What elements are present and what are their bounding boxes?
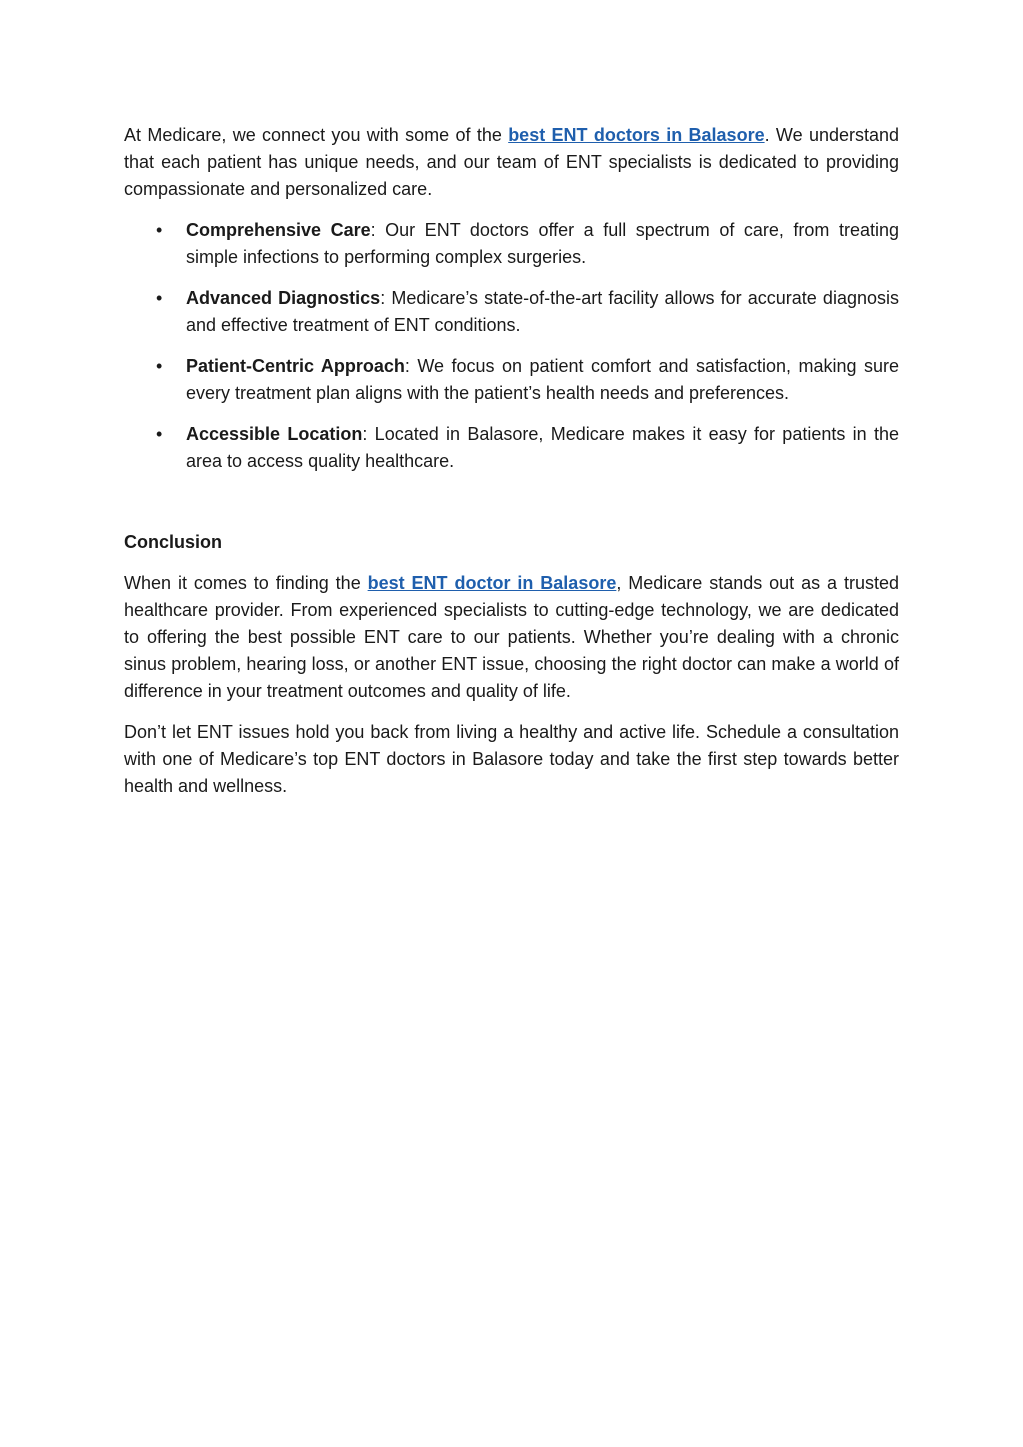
feature-item-advanced-diagnostics xyxy=(124,285,899,339)
conclusion-paragraph-2: Don’t let ENT issues hold you back from living a healthy and active life. Schedule a consultation with one of Medicare’s top ENT doctors in Balasore today and take the first step towards better health and wellness. xyxy=(124,722,899,796)
conclusion-heading: Conclusion xyxy=(124,532,222,552)
bullet-icon: • xyxy=(156,288,163,308)
feature-description: : Our ENT doctors offer a full spectrum of care, from treating simple infections to performing complex surgeries. xyxy=(186,220,899,267)
feature-description: : Medicare’s state-of-the-art facility allows for accurate diagnosis and effective treatment of ENT conditions. xyxy=(186,288,899,335)
feature-description: : Located in Balasore, Medicare makes it easy for patients in the area to access quality healthcare. xyxy=(186,424,899,471)
best-ent-doctors-link[interactable]: best ENT doctors in Balasore xyxy=(508,125,765,145)
conclusion-text-start: When it comes to finding the xyxy=(124,573,368,593)
intro-text-end: . We understand that each patient has unique needs, and our team of ENT specialists is dedicated to providing compassionate and personalized care. xyxy=(124,125,900,199)
conclusion-paragraph-1 xyxy=(124,570,899,705)
feature-list xyxy=(124,217,899,475)
feature-item-accessible-location xyxy=(124,421,899,475)
feature-term: Patient-Centric Approach xyxy=(186,356,405,376)
document-page xyxy=(124,122,899,814)
bullet-icon: • xyxy=(156,220,163,240)
feature-term: Comprehensive Care xyxy=(186,220,371,240)
feature-item-patient-centric-approach xyxy=(124,353,899,407)
feature-term: Advanced Diagnostics xyxy=(186,288,381,308)
intro-paragraph xyxy=(124,122,899,203)
best-ent-doctor-link[interactable]: best ENT doctor in Balasore xyxy=(367,573,617,593)
bullet-icon: • xyxy=(156,424,163,444)
feature-term: Accessible Location xyxy=(186,424,363,444)
conclusion-text-end: , Medicare stands out as a trusted healthcare provider. From experienced specialists to cutting-edge technology, we are dedicated to offering the best possible ENT care to our patients. Whether you’re dealing with a chronic sinus problem, hearing loss, or another ENT issue, choosing the right doctor can make a world of difference in your treatment outcomes and quality of life. xyxy=(124,573,899,701)
bullet-icon: • xyxy=(156,356,163,376)
feature-description: : We focus on patient comfort and satisfaction, making sure every treatment plan aligns with the patient’s health needs and preferences. xyxy=(186,356,899,403)
feature-item-comprehensive-care xyxy=(124,217,899,271)
intro-text-start: At Medicare, we connect you with some of the xyxy=(124,125,509,145)
